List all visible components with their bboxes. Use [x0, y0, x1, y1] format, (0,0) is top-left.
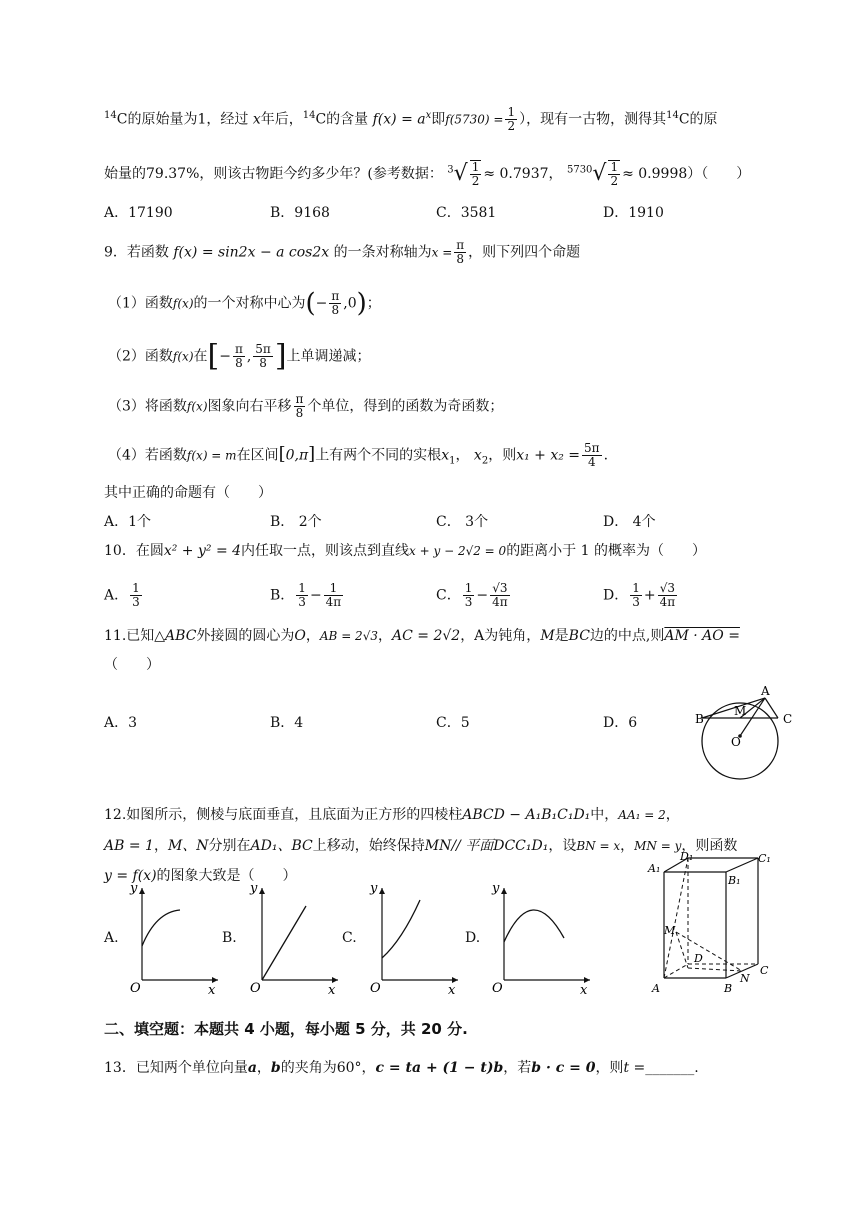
x-label: x	[208, 983, 216, 996]
label-c1: C₁	[758, 852, 771, 865]
q8-approx: ≈ 0.9998）（ ）	[622, 166, 751, 182]
label-m: M	[664, 924, 676, 937]
q8-text: 即	[431, 111, 446, 128]
graph-d	[484, 878, 596, 996]
label-a: A	[652, 982, 660, 995]
x-label: x	[328, 983, 336, 996]
y-arrow-icon	[259, 888, 265, 894]
q8-option-a: A．17190	[104, 205, 173, 221]
q13-stem: 13．已知两个单位向量a，b的夹角为60°，c = ta + (1 − t)b，若b · c = 0，则t =_______.	[104, 1060, 699, 1076]
q10-option-d: D． $\frac{1}{3}$ + $\frac{√3}{4\pi}$	[603, 581, 676, 609]
q9-proposition-2: （2）函数f(x)在[− $\frac{\pi}{8}$ , $\frac{5\pi}{8}$ ]上单调递减；	[108, 338, 371, 374]
q9-proposition-1: （1）函数f(x)的一个对称中心为(− $\frac{\pi}{8}$ ,0)；	[108, 288, 381, 319]
q9-option-c: C． 3个	[436, 514, 489, 530]
diag-ad1	[664, 858, 688, 978]
q11-stem: 11.已知△ABC外接圆的圆心为O，AB = 2√3，AC = 2√2，A为钝角，M是BC边的中点,则AM · AO =	[104, 628, 740, 644]
origin-label: O	[250, 981, 261, 996]
label-d1: D₁	[680, 850, 694, 863]
segment-bottom	[688, 968, 742, 971]
q8-line2	[104, 160, 750, 188]
curve	[382, 900, 420, 958]
graph-c-label: C.	[342, 930, 357, 946]
y-arrow-icon	[379, 888, 385, 894]
q8-line1	[104, 106, 718, 133]
label-o: O	[731, 735, 741, 749]
edge-b1c1	[726, 858, 758, 872]
q11-option-d: D．6	[603, 715, 638, 731]
q9-closing: 其中正确的命题有（ ）	[104, 485, 272, 501]
x-label: x	[448, 983, 456, 996]
graph-b	[242, 878, 342, 996]
origin-label: O	[370, 981, 381, 996]
isotope-sup: 14	[302, 110, 316, 121]
label-b: B	[724, 982, 733, 995]
isotope-sup: 14	[104, 110, 117, 121]
q9-proposition-4: （4）若函数f(x) = m在区间[0,π]上有两个不同的实根$x_1$， $x_2$，则x₁ + x₂ = $\frac{5\pi}{4}$ .	[108, 441, 609, 469]
y-arrow-icon	[139, 888, 145, 894]
label-c: C	[760, 964, 769, 977]
line	[262, 906, 306, 980]
graph-d-label: D.	[465, 930, 481, 946]
graph-c	[362, 878, 462, 996]
label-b1: B₁	[728, 874, 741, 887]
fraction: $\frac{1}{2}$	[610, 160, 619, 188]
root-index: 3	[447, 164, 454, 176]
segment-mn	[676, 932, 742, 971]
q9-stem: 9．若函数 f(x) = sin2x − a cos2x 的一条对称轴为x = $\frac{\pi}{8}$ ，则下列四个命题	[104, 238, 581, 266]
q8-option-c: C．3581	[436, 205, 497, 221]
isotope-sup: 14	[666, 110, 679, 121]
graph-a	[122, 878, 222, 996]
q9-option-a: A．1个	[104, 514, 152, 530]
q9-option-d: D． 4个	[603, 514, 656, 530]
origin-label: O	[130, 981, 141, 996]
label-c: C	[783, 712, 793, 726]
origin-label: O	[492, 981, 503, 996]
radical-icon: √	[592, 161, 607, 186]
q12-prism-figure	[646, 850, 786, 996]
label-a: A	[761, 684, 770, 698]
q10-option-a: A． $\frac{1}{3}$	[104, 581, 140, 609]
curve	[504, 910, 564, 942]
q8-func2: f(5730) =	[445, 112, 504, 127]
fraction: $\frac{1}{2}$	[471, 160, 480, 188]
y-label: y	[130, 881, 138, 896]
q8-text: 年后，	[260, 111, 303, 128]
answer-blank[interactable]: _______	[645, 1060, 695, 1076]
y-label: y	[370, 881, 378, 896]
q8-exp: x	[425, 110, 432, 121]
q8-func: f(x) = a	[372, 111, 426, 128]
segment-m-down	[676, 932, 688, 968]
radical-icon: √	[453, 161, 468, 186]
q10-option-b: B． $\frac{1}{3}$ − $\frac{1}{4\pi}$	[270, 581, 342, 609]
q8-option-d: D．1910	[603, 205, 664, 221]
q9-proposition-3: （3）将函数f(x)图象向右平移 $\frac{\pi}{8}$ 个单位，得到的函数为奇函数；	[108, 392, 504, 420]
y-label: y	[492, 881, 500, 896]
edge-ad-hidden	[664, 964, 688, 978]
root-index: 5730	[566, 164, 593, 176]
q11-option-b: B．4	[270, 715, 304, 731]
q12-line1: 12.如图所示，侧棱与底面垂直，且底面为正方形的四棱柱ABCD − A₁B₁C₁D₁中，AA₁ = 2，	[104, 807, 680, 823]
q8-approx: ≈ 0.7937，	[483, 166, 563, 182]
q8-text: C的原	[678, 111, 718, 128]
q8-text: 始量的79.37%，则该古物距今约多少年？(参考数据：	[104, 166, 443, 182]
q8-var-x: x	[252, 111, 261, 128]
y-arrow-icon	[501, 888, 507, 894]
q8-text: C的原始量为1，经过	[116, 111, 249, 128]
graph-a-label: A.	[104, 930, 119, 946]
curve	[142, 910, 180, 946]
label-d: D	[694, 952, 703, 965]
fraction: $\frac{1}{2}$	[507, 105, 516, 134]
graph-b-label: B.	[222, 930, 237, 946]
q11-paren: （ ）	[104, 657, 160, 673]
q10-option-c: C． $\frac{1}{3}$ − $\frac{√3}{4\pi}$	[436, 581, 508, 609]
q11-option-c: C．5	[436, 715, 470, 731]
q8-text: ），现有一古物，测得其	[519, 111, 667, 128]
q10-stem: 10．在圆x² + y² = 4内任取一点，则该点到直线x + y − 2√2 = 0的距离小于 1 的概率为（ ）	[104, 543, 706, 559]
section-heading: 二、填空题：本题共 4 小题，每小题 5 分，共 20 分.	[104, 1020, 468, 1038]
q8-text: C的含量	[315, 111, 369, 128]
q12-line3: y = f(x)的图象大致是（ ）	[104, 868, 297, 884]
q9-option-b: B． 2个	[270, 514, 322, 530]
label-b: B	[695, 712, 704, 726]
q11-option-a: A．3	[104, 715, 138, 731]
q9-func: f(x) = sin2x − a cos2x	[173, 244, 330, 261]
q12-line2: AB = 1，M、N分别在AD₁、BC上移动，始终保持MN// 平面DCC₁D₁，设BN = x，MN = y，则函数	[104, 838, 738, 854]
q11-circle-figure	[695, 684, 805, 782]
q8-option-b: B．9168	[270, 205, 330, 221]
label-m: M	[734, 704, 747, 718]
y-label: y	[250, 881, 258, 896]
label-a1: A₁	[648, 862, 661, 875]
x-label: x	[580, 983, 588, 996]
label-n: N	[740, 972, 750, 985]
